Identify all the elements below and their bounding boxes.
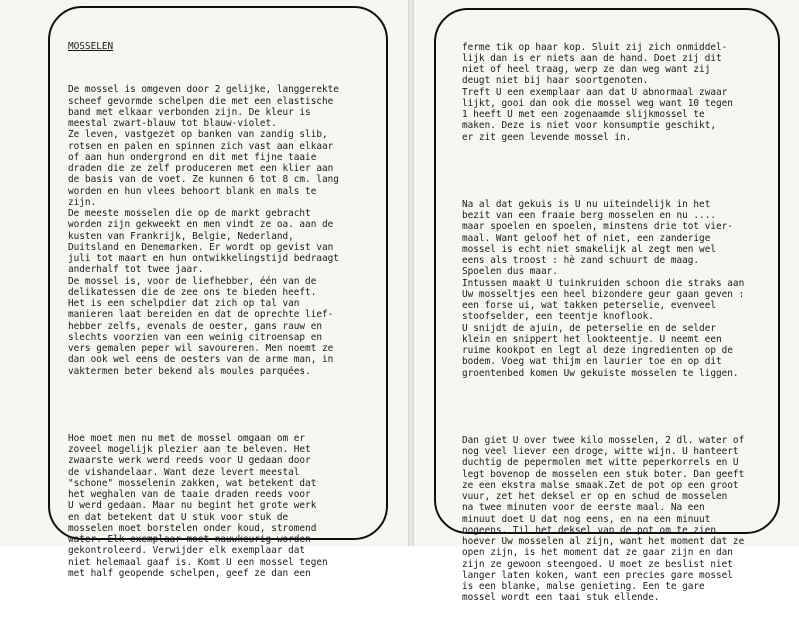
article-title: MOSSELEN xyxy=(68,40,114,52)
paragraph-gap xyxy=(68,399,339,410)
right-page-text xyxy=(462,19,744,626)
right-paragraph-2: Na al dat gekuis is U nu uiteindelijk in het bezit van een fraaie berg mosselen en nu .... maar spoelen en spoelen, minstens drie tot vier- maal. Want geloof het of niet, een zanderige mossel is echt niet smakelijk al zegt men wel eens als troost : hè zand schuurt de maag. Spoelen dus maar. Intussen maakt U tuinkruiden schoon die straks aan Uw mosseltjes een heel bizondere geur gaan geven : een forse ui, wat takken peterselie, evenveel stoofselder, een teentje knoflook. U snijdt de ajuin, de peterselie en de selder klein en snippert het lookteentje. U neemt een ruime kookpot en legt al deze ingredienten op de bodem. Voeg wat thijm en laurier toe en op dit groentenbed komen Uw gekuiste mosselen te liggen. xyxy=(462,198,745,379)
right-paragraph-3: Dan giet U over twee kilo mosselen, 2 dl. water of nog veel liever een droge, witte wijn. U hanteert duchtig de pepermolen met witte peperkorrels en U legt bovenop de mosselen een stuk boter. Dan geeft ze een ekstra malse smaak.Zet de pot op een groot vuur, zet het deksel er op en schud de mosselen na twee minuten voor de eerste maal. Na een minuut doet U dat nog eens, en na een minuut nogeens. Til het deksel van de pot om te zien hoever Uw mosselen al zijn, want het moment dat ze open zijn, is het moment dat ze gaar zijn en dan zijn ze gewoon steengoed. U moet ze beslist niet langer laten koken, want een precies gare mossel is een blanke, malse genieting. Een te gare mossel wordt een taai stuk ellende. xyxy=(462,434,745,604)
paragraph-gap xyxy=(462,165,744,176)
paragraph-gap xyxy=(462,401,744,412)
left-page-text xyxy=(68,18,339,602)
left-paragraph-2: Hoe moet men nu met de mossel omgaan om er zoveel mogelijk plezier aan te beleven. Het zwaarste werk werd reeds voor U gedaan door de vishandelaar. Want deze levert meestal "schone" mosselenin zakken, wat betekent dat het weghalen van de taaie draden reeds voor U werd gedaan. Maar nu begint het grote werk en dat betekent dat U stuk voor stuk de mosselen moet borstelen onder koud, stromend water. Elk exemplaar moet nauwkeurig worden gekontroleerd. Verwijder elk exemplaar dat niet helemaal gaaf is. Komt U een mossel tegen met half geopende schelpen, geef ze dan een xyxy=(68,432,328,579)
right-page-frame xyxy=(434,8,780,604)
left-page-frame xyxy=(48,6,388,579)
left-page xyxy=(0,0,408,579)
right-page xyxy=(414,0,799,604)
left-paragraph-1: De mossel is omgeven door 2 gelijke, langgerekte scheef gevormde schelpen die met een elastische band met elkaar verbonden zijn. De kleur is meestal zwart-blauw tot blauw-violet. Ze leven, vastgezet op banken van zandig slib, rotsen en palen en spinnen zich vast aan elkaar of aan hun ondergrond en dit met fijne taaie draden die ze zelf produceren met een klier aan de basis van de voet. Ze kunnen 6 tot 8 cm. lang worden en hun vlees behoort blank en mals te zijn. De meeste mosselen die op de markt gebracht worden zijn gekweekt en men vindt ze oa. aan de kusten van Frankrijk, Belgie, Nederland, Duitsland en Denemarken. Er wordt op gevist van juli tot maart en hun ontwikkelingstijd bedraagt anderhalf tot twee jaar. De mossel is, voor de liefhebber, één van de delikatessen die de zee ons te bieden heeft. Het is een schelpdier dat zich op tal van manieren laat bereiden en dat de oprechte lief- hebber zelfs, evenals de oester, gans rauw en slechts voorzien van een weinig citroensap en vers gemalen peper wil savoureren. Men noemt ze dan ook wel eens de oesters van de arme man, in vaktermen beter bekend als moules parquées. xyxy=(68,84,339,377)
right-paragraph-1: ferme tik op haar kop. Sluit zij zich onmiddel- lijk dan is er niets aan de hand. Doet zij dit niet of heel traag, werp ze dan weg want zij deugt niet bij haar soortgenoten. Treft U een exemplaar aan dat U abnormaal zwaar lijkt, gooi dan ook die mossel weg want 10 tegen 1 heeft U met een zogenaamde slijkmossel te maken. Deze is niet voor konsumptie geschikt, er zit geen levende mossel in. xyxy=(462,41,733,143)
